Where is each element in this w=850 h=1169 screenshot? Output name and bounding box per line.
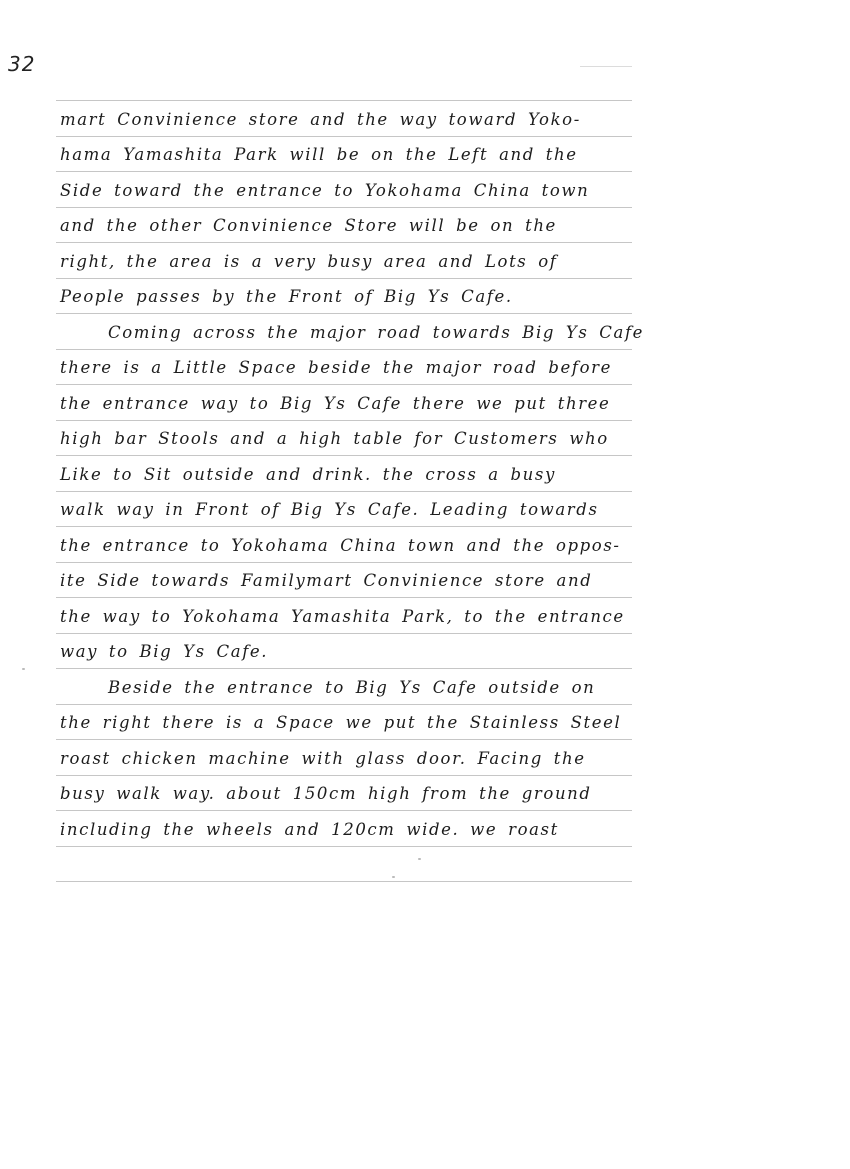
text-line: Coming across the major road towards Big Ys Cafe [108, 323, 645, 342]
text-line: right, the area is a very busy area and Lots of [60, 252, 558, 271]
text-line: the right there is a Space we put the Stainless Steel [60, 713, 622, 732]
ruled-line [56, 562, 632, 563]
ruled-line [56, 704, 632, 705]
ruled-line [56, 420, 632, 421]
text-line: way to Big Ys Cafe. [60, 642, 269, 661]
paper-speck [418, 858, 421, 860]
ruled-line [56, 526, 632, 527]
text-line: mart Convinience store and the way toward Yoko- [60, 110, 581, 129]
paper-speck [392, 876, 395, 878]
ruled-line [580, 66, 632, 67]
ruled-line [56, 455, 632, 456]
ruled-line [56, 846, 632, 847]
ruled-line [56, 881, 632, 882]
ruled-line [56, 100, 632, 101]
ruled-line [56, 491, 632, 492]
text-line: ite Side towards Familymart Convinience store and [60, 571, 593, 590]
ruled-line [56, 207, 632, 208]
text-line: the entrance to Yokohama China town and the oppos- [60, 536, 621, 555]
ruled-line [56, 739, 632, 740]
text-line: Like to Sit outside and drink. the cross a busy [60, 465, 556, 484]
text-line: there is a Little Space beside the major road before [60, 358, 612, 377]
text-line: busy walk way. about 150cm high from the ground [60, 784, 592, 803]
text-line: roast chicken machine with glass door. Facing the [60, 749, 586, 768]
ruled-line [56, 384, 632, 385]
text-line: including the wheels and 120cm wide. we roast [60, 820, 559, 839]
ruled-line [56, 278, 632, 279]
ruled-line [56, 668, 632, 669]
ruled-line [56, 597, 632, 598]
ruled-line [56, 136, 632, 137]
text-line: Side toward the entrance to Yokohama China town [60, 181, 590, 200]
text-line: hama Yamashita Park will be on the Left and the [60, 145, 578, 164]
ruled-line [56, 171, 632, 172]
ruled-line [56, 775, 632, 776]
ruled-line [56, 349, 632, 350]
paper-speck [22, 668, 25, 670]
text-line: high bar Stools and a high table for Customers who [60, 429, 609, 448]
ruled-line [56, 633, 632, 634]
text-line: the way to Yokohama Yamashita Park, to the entrance [60, 607, 625, 626]
page-number: 32 [8, 52, 36, 76]
ruled-line [56, 242, 632, 243]
text-line: the entrance way to Big Ys Cafe there we put three [60, 394, 611, 413]
text-line: People passes by the Front of Big Ys Cafe. [60, 287, 513, 306]
ruled-line [56, 810, 632, 811]
text-line: walk way in Front of Big Ys Cafe. Leading towards [60, 500, 599, 519]
text-line: Beside the entrance to Big Ys Cafe outside on [108, 678, 596, 697]
ruled-line [56, 313, 632, 314]
text-line: and the other Convinience Store will be on the [60, 216, 557, 235]
